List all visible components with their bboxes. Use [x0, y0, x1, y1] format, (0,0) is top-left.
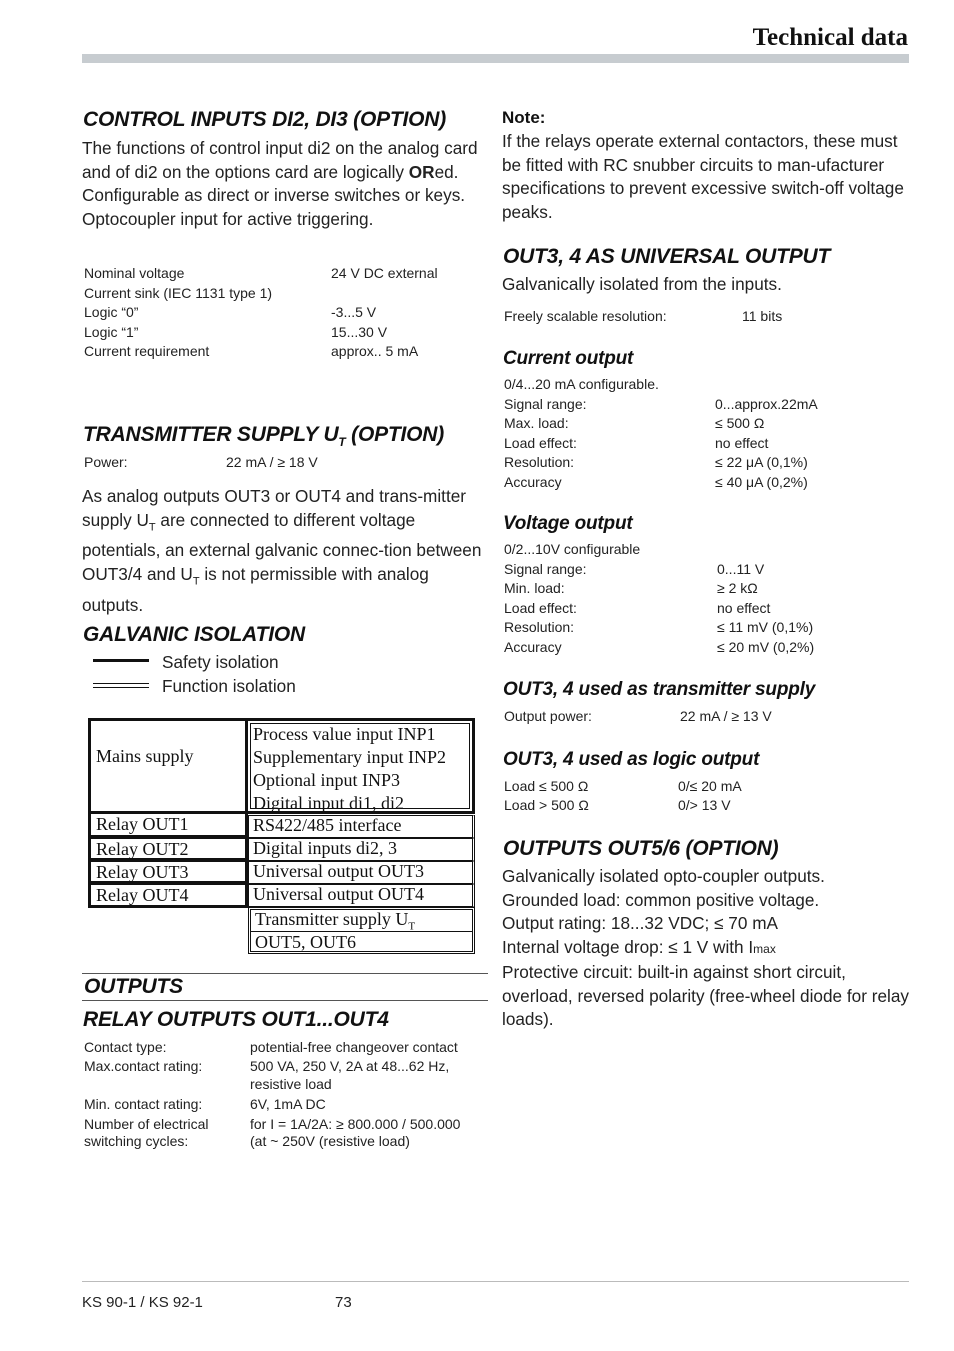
mains-cell: Mains supply	[88, 718, 248, 814]
galvanic-isolation-heading: GALVANIC ISOLATION	[83, 623, 305, 646]
isolation-table	[88, 718, 478, 958]
safety-isolation-line	[93, 659, 149, 662]
resolution-row: Freely scalable resolution: 11 bits	[504, 308, 783, 324]
outputs-rule-top	[82, 973, 488, 974]
logic-output-specs: Load ≤ 500 Ω 0/≤ 20 mA Load > 500 Ω 0/> 13 V	[504, 778, 742, 813]
current-output-specs: 0/4...20 mA configurable. Signal range: 0...approx.22mA Max. load: ≤ 500 Ω Load effect: no effect Resolution: ≤ 22 μA (0,1%) Accuracy ≤ 40 μA (0,2%)	[504, 376, 818, 490]
relay-outputs-heading: RELAY OUTPUTS OUT1...OUT4	[83, 1008, 389, 1031]
function-isolation-line-b	[93, 687, 149, 688]
safety-isolation-label: Safety isolation	[162, 652, 279, 672]
out56-heading: OUTPUTS OUT5/6 (OPTION)	[503, 837, 779, 860]
outputs-heading: OUTPUTS	[84, 975, 183, 998]
page-number: 73	[335, 1294, 352, 1311]
header-bar	[82, 54, 909, 63]
voltage-output-heading: Voltage output	[503, 513, 633, 534]
relay-column: Relay OUT1 Relay OUT2 Relay OUT3 Relay OUT4	[88, 814, 248, 908]
logic-output-heading: OUT3, 4 used as logic output	[503, 749, 760, 770]
transmitter-supply-use-heading: OUT3, 4 used as transmitter supply	[503, 679, 816, 700]
function-isolation-line-a	[93, 683, 149, 684]
voltage-output-specs: 0/2...10V configurable Signal range: 0...11 V Min. load: ≥ 2 kΩ Load effect: no effect Resolution: ≤ 11 mV (0,1%) Accuracy ≤ 20 mV (0,2%)	[504, 541, 815, 655]
current-output-heading: Current output	[503, 348, 634, 369]
outputs-rule-bottom	[82, 1000, 488, 1001]
out56-text: Galvanically isolated opto-coupler outputs. Grounded load: common positive voltage. Output rating: 18...32 VDC; ≤ 70 mA Internal voltage drop: ≤ 1 V with Imax Protective circuit: built-in against short circuit, overload, reversed polarity (free-wheel diode for relay loads).	[502, 866, 909, 1029]
interfaces-column: RS422/485 interface Digital inputs di2, 3 Universal output OUT3 Universal output OUT4	[248, 815, 475, 909]
control-inputs-specs: Nominal voltage 24 V DC external Current sink (IEC 1131 type 1) Logic “0” -3...5 V Logic “1” 15...30 V Current requirement approx.. 5 mA	[84, 265, 438, 359]
note-label: Note:	[502, 108, 546, 127]
page-header-title: Technical data	[752, 24, 908, 51]
transmitter-supply-heading: TRANSMITTER SUPPLY $U_T$ (OPTION)	[83, 423, 445, 450]
inputs-cell: Process value input INP1 Supplementary input INP2 Optional input INP3 Digital input di1, di2	[245, 718, 475, 814]
footer-rule	[82, 1281, 909, 1282]
transmitter-power: Power: 22 mA / ≥ 18 V	[84, 454, 318, 470]
transmitter-paragraph: As analog outputs OUT3 or OUT4 and trans-mitter supply $U_T$ are connected to different voltage potentials, an external galvanic connec-tion between OUT3/4 and $U_T$ is not permissible with analog outputs.	[82, 486, 482, 615]
transmitter-out56-cell: Transmitter supply $U_T$ OUT5, OUT6	[248, 907, 475, 954]
footer-model: KS 90-1 / KS 92-1	[82, 1294, 203, 1311]
universal-output-heading: OUT3, 4 AS UNIVERSAL OUTPUT	[503, 245, 831, 268]
relay-outputs-specs: Contact type: potential-free changeover contact Max.contact rating: 500 VA, 250 V, 2A at 48...62 Hz, resistive load Min. contact rating: 6V, 1mA DC Number of electrical for I = 1A/2A: ≥ 800.000 / 500.000 switching cycles: (at ~ 250V (resistive load)	[84, 1039, 461, 1149]
output-power-row: Output power: 22 mA / ≥ 13 V	[504, 708, 772, 724]
note-text: If the relays operate external contactors, these must be fitted with RC snubber circuits to man-ufacturer specifications to prevent excessive switch-off voltage peaks.	[502, 131, 904, 222]
universal-output-sub: Galvanically isolated from the inputs.	[502, 274, 782, 294]
control-inputs-text: The functions of control input di2 on the analog card and of di2 on the options card are logically ORed. Configurable as direct or inverse switches or keys. Optocoupler input for active triggering.	[82, 138, 478, 229]
control-inputs-heading: CONTROL INPUTS DI2, DI3 (OPTION)	[83, 108, 447, 131]
function-isolation-label: Function isolation	[162, 676, 296, 696]
